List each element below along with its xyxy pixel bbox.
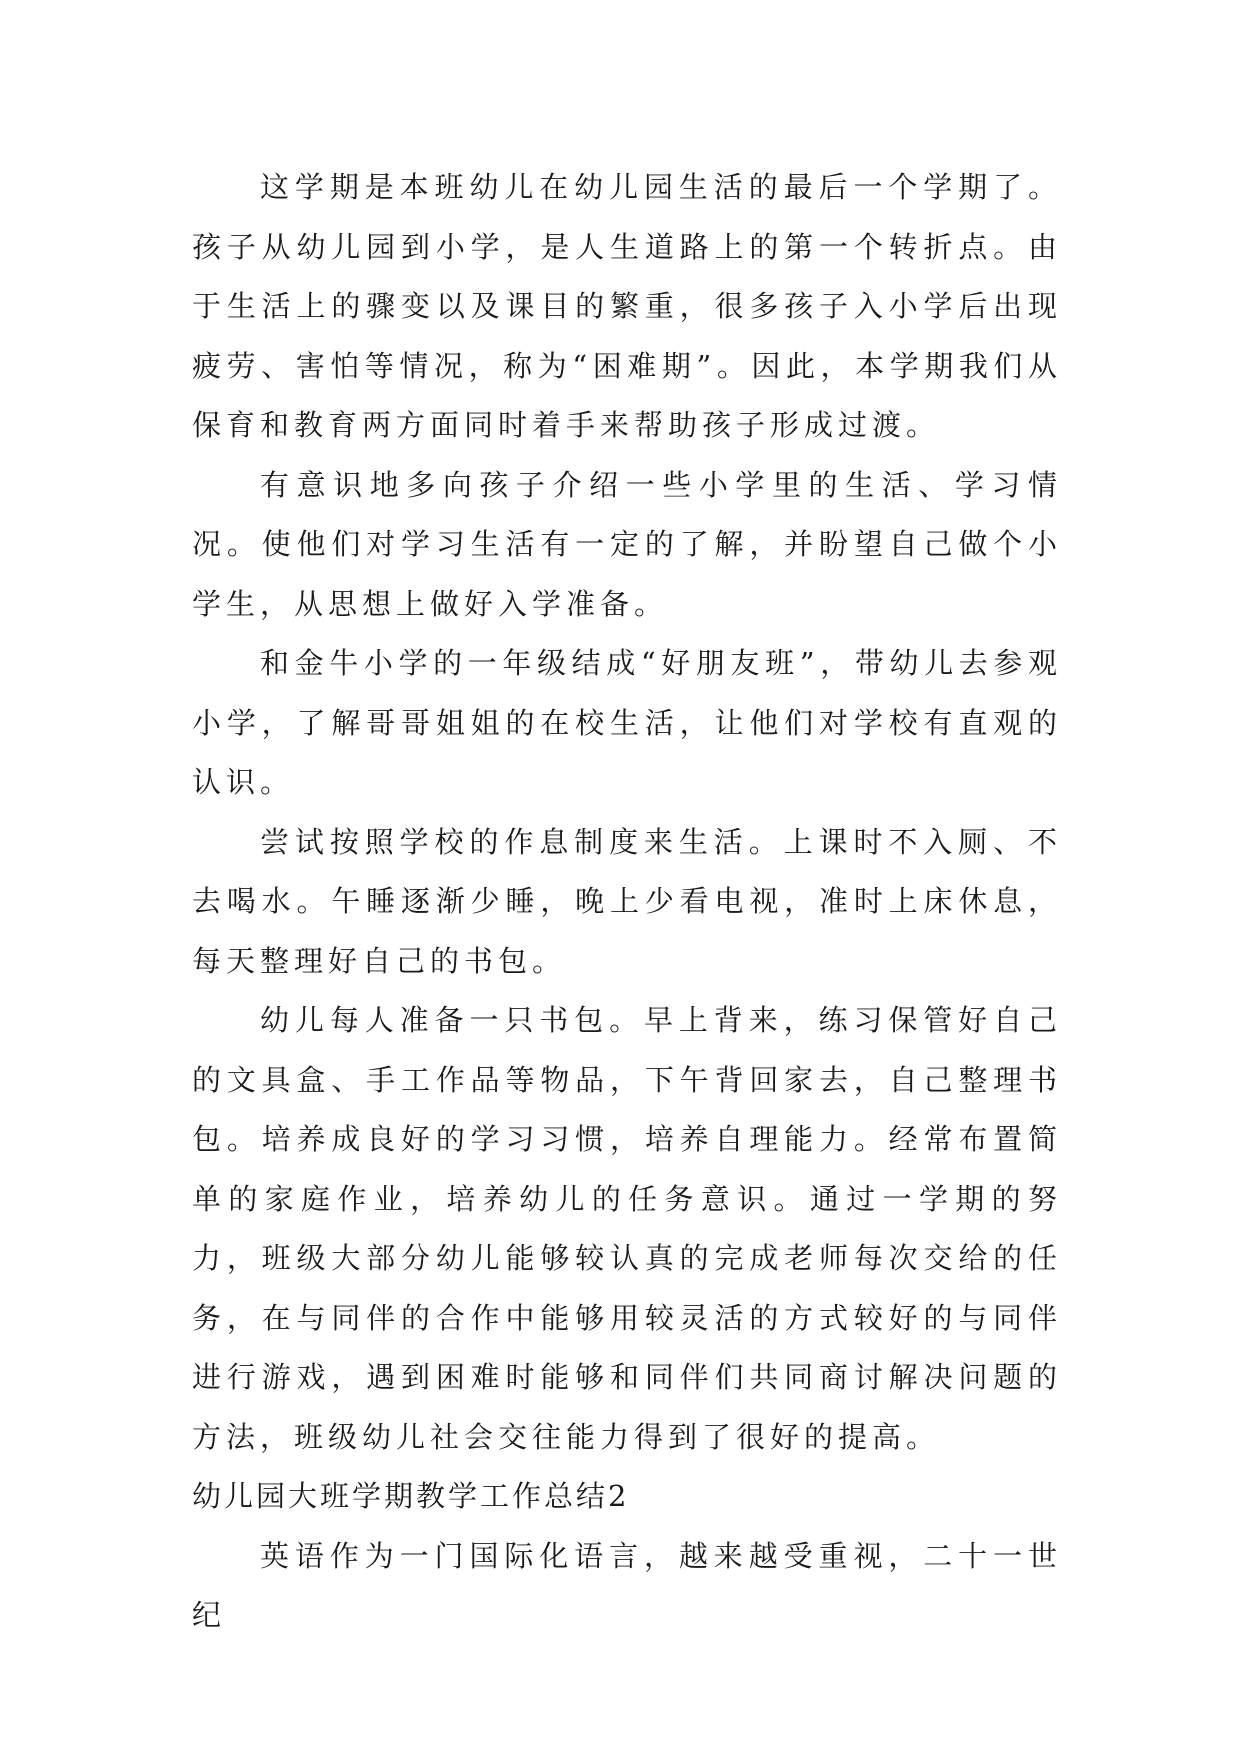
- paragraph-4: 尝试按照学校的作息制度来生活。上课时不入厕、不去喝水。午睡逐渐少睡，晚上少看电视，准时上床休息，每天整理好自己的书包。: [192, 824, 1062, 978]
- section-heading: 幼儿园大班学期教学工作总结2: [192, 1479, 630, 1513]
- paragraph-1: 这学期是本班幼儿在幼儿园生活的最后一个学期了。孩子从幼儿园到小学，是人生道路上的第一个转折点。由于生活上的骤变以及课目的繁重，很多孩子入小学后出现疲劳、害怕等情况，称为“困难期”。因此，本学期我们从保育和教育两方面同时着手来帮助孩子形成过渡。: [192, 170, 1062, 442]
- paragraph-6: 英语作为一门国际化语言，越来越受重视，二十一世纪: [192, 1538, 1062, 1632]
- paragraph-3: 和金牛小学的一年级结成“好朋友班”，带幼儿去参观小学，了解哥哥姐姐的在校生活，让他们对学校有直观的认识。: [192, 646, 1062, 799]
- paragraph-2: 有意识地多向孩子介绍一些小学里的生活、学习情况。使他们对学习生活有一定的了解，并盼望自己做个小学生，从思想上做好入学准备。: [192, 467, 1062, 621]
- paragraph-5: 幼儿每人准备一只书包。早上背来，练习保管好自己的文具盒、手工作品等物品，下午背回家去，自己整理书包。培养成良好的学习习惯，培养自理能力。经常布置简单的家庭作业，培养幼儿的任务意识。通过一学期的努力，班级大部分幼儿能够较认真的完成老师每次交给的任务，在与同伴的合作中能够用较灵活的方式较好的与同伴进行游戏，遇到困难时能够和同伴们共同商讨解决问题的方法，班级幼儿社会交往能力得到了很好的提高。: [192, 1003, 1062, 1454]
- document-body: [192, 158, 1062, 1646]
